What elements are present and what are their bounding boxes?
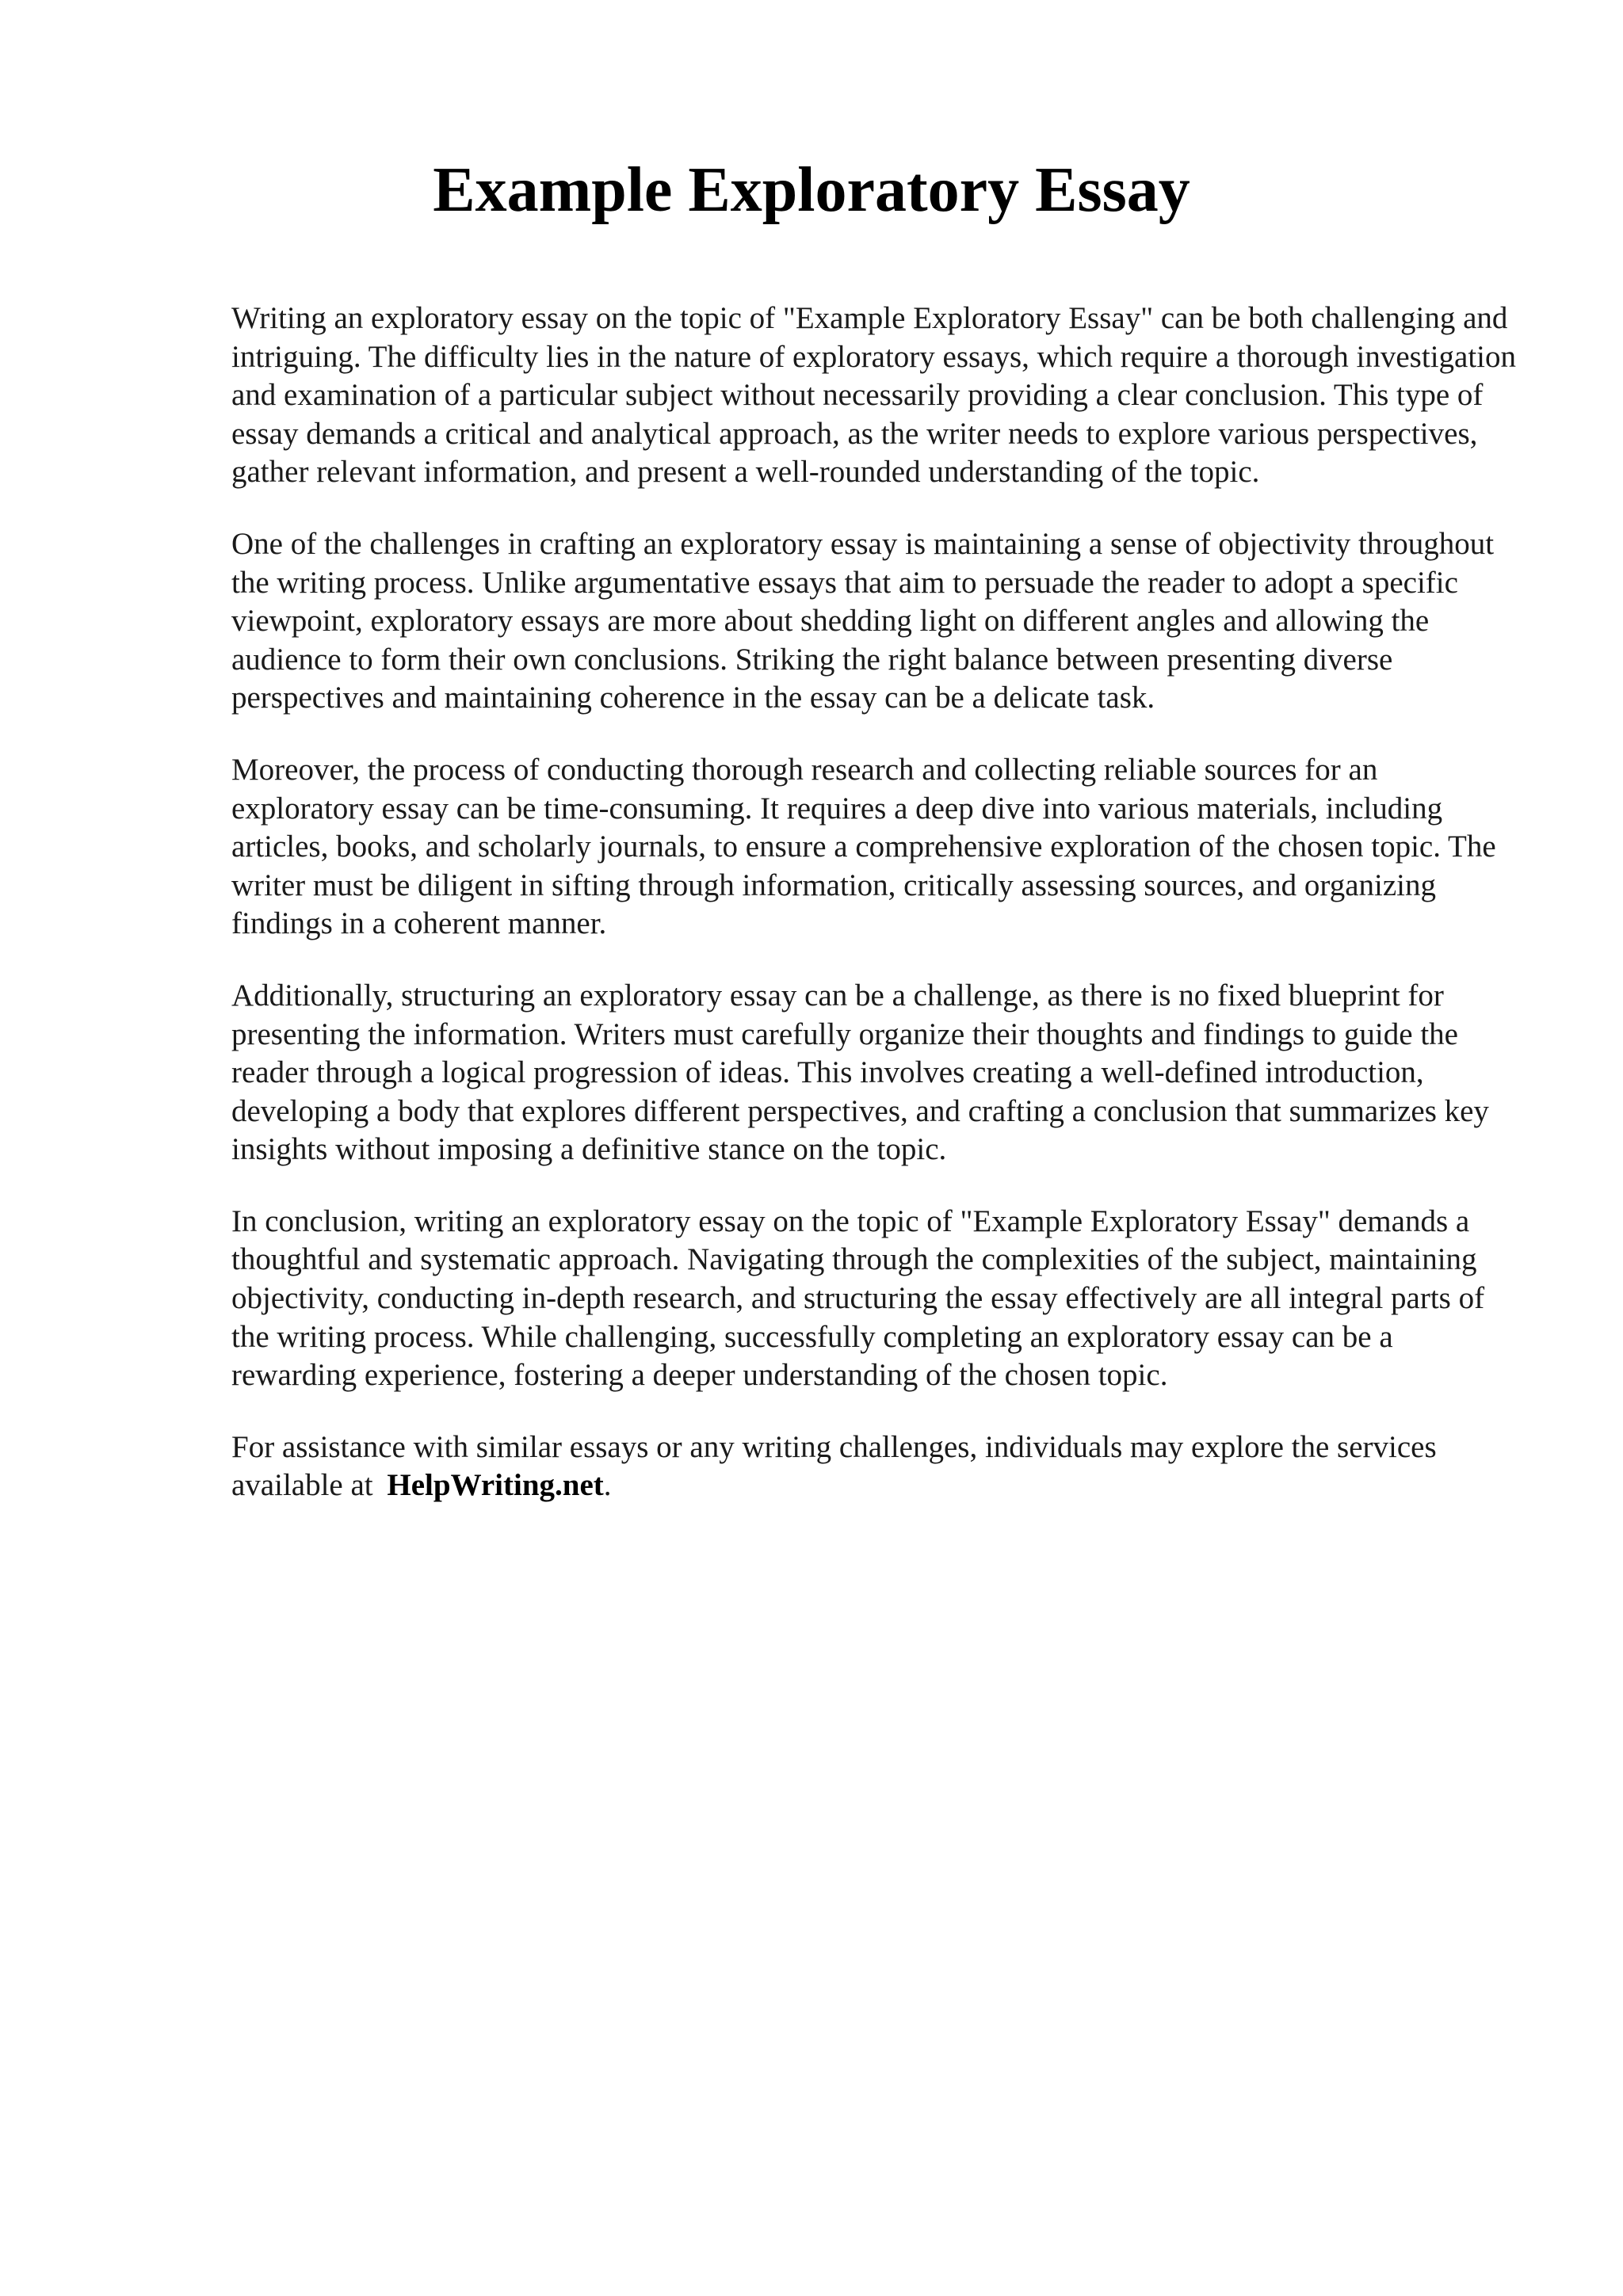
paragraph-objectivity: One of the challenges in crafting an exploratory essay is maintaining a sense of objectivity throughout the writing process. Unlike argumentative essays that aim to persuade the reader to adopt a specific viewpoint, exploratory essays are more about shedding light on different angles and allowing the audience to form their own conclusions. Striking the right balance between presenting diverse perspectives and maintaining coherence in the essay can be a delicate task. [231,526,1495,715]
paragraph-intro: Writing an exploratory essay on the topic of "Example Exploratory Essay" can be both challenging and intriguing. The difficulty lies in the nature of exploratory essays, which require a thorough investigation and examination of a particular subject without necessarily providing a clear conclusion. This type of essay demands a critical and analytical approach, as the writer needs to explore various perspectives, gather relevant information, and present a well-rounded understanding of the topic. [231,301,1517,490]
paragraph-research: Moreover, the process of conducting thorough research and collecting reliable sources for an exploratory essay can be time-consuming. It requires a deep dive into various materials, including articles, books, and scholarly journals, to ensure a comprehensive exploration of the chosen topic. The writer must be diligent in sifting through information, critically assessing sources, and organizing findings in a coherent manner. [231,752,1496,941]
helpwriting-link[interactable]: HelpWriting.net [387,1468,604,1503]
paragraph-closing [231,1428,1523,1505]
paragraph-structure: Additionally, structuring an exploratory essay can be a challenge, as there is no fixed blueprint for presenting the information. Writers must carefully organize their thoughts and findings to guide the reader through a logical progression of ideas. This involves creating a well-defined introduction, developing a body that explores different perspectives, and crafting a conclusion that summarizes key insights without imposing a definitive stance on the topic. [231,978,1489,1167]
closing-period: . [603,1468,612,1503]
document-title: Example Exploratory Essay [433,155,1190,225]
closing-text: For assistance with similar essays or any writing challenges, individuals may explore the services available at [231,1429,1437,1503]
paragraph-conclusion: In conclusion, writing an exploratory essay on the topic of "Example Exploratory Essay" demands a thoughtful and systematic approach. Navigating through the complexities of the subject, maintaining objectivity, conducting in-depth research, and structuring the essay effectively are all integral parts of the writing process. While challenging, successfully completing an exploratory essay can be a rewarding experience, fostering a deeper understanding of the chosen topic. [231,1203,1485,1393]
document-body [231,299,1523,1539]
